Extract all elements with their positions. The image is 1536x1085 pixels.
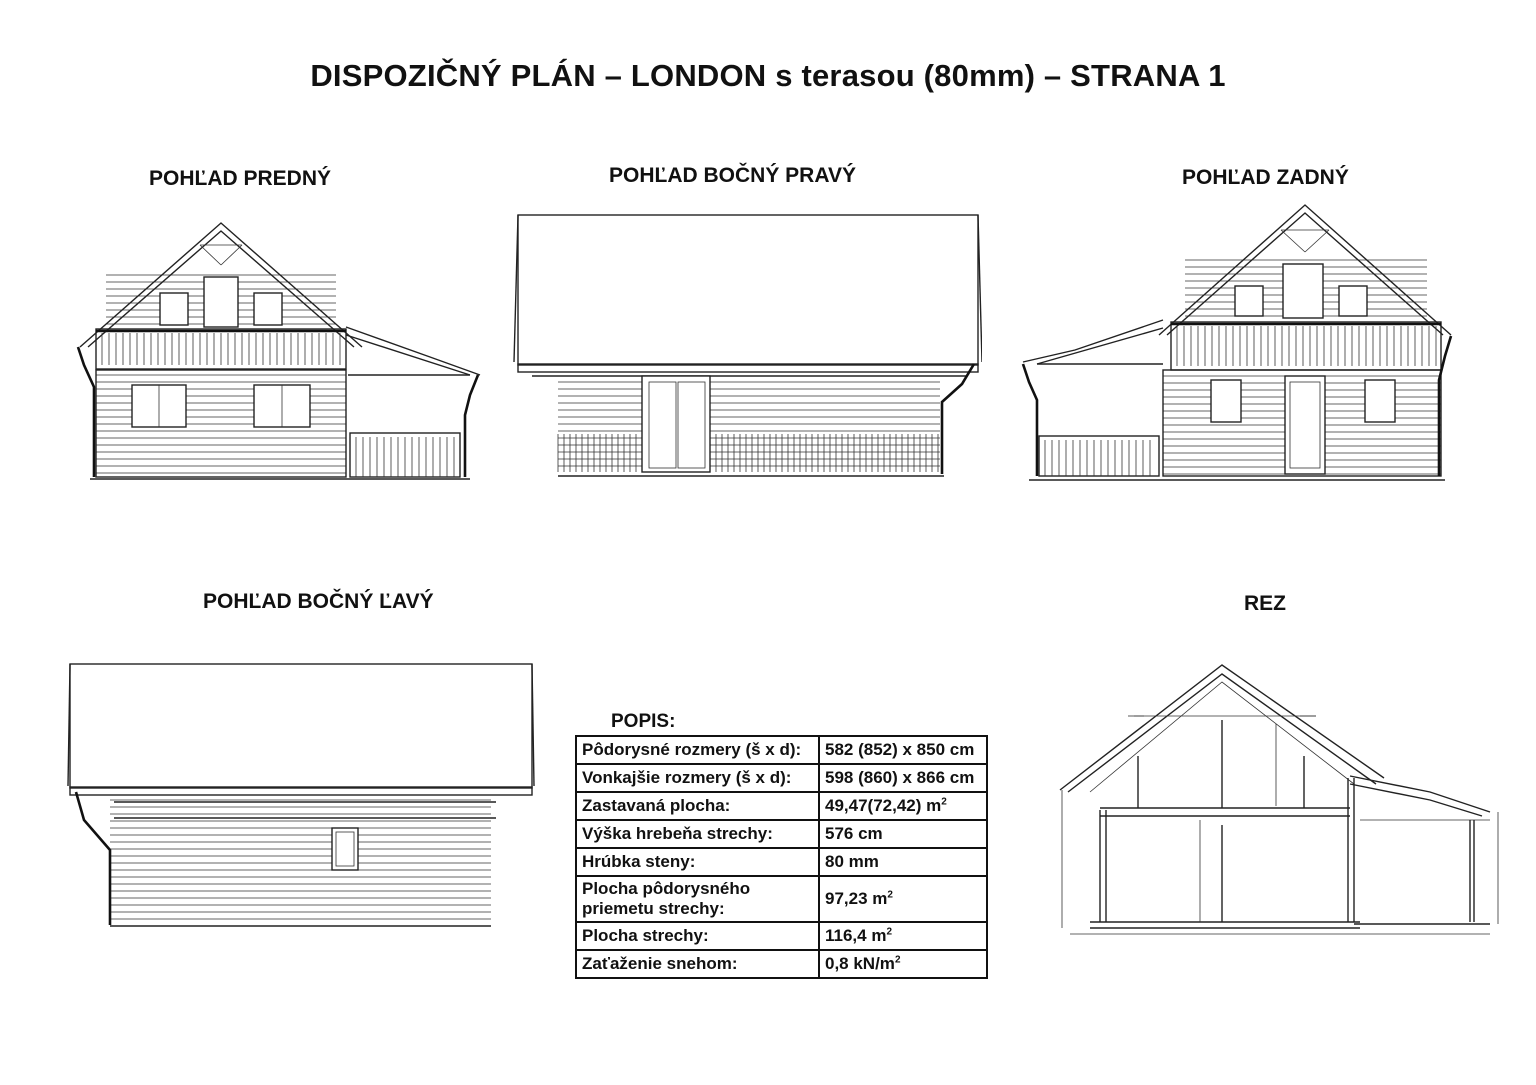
popis-key: Pôdorysné rozmery (š x d):: [576, 736, 819, 764]
popis-key: Zaťaženie snehom:: [576, 950, 819, 978]
popis-value: [819, 876, 987, 922]
popis-heading: POPIS:: [611, 711, 676, 732]
popis-value-text: 49,47(72,42) m: [825, 796, 942, 815]
popis-value-superscript: 2: [887, 889, 893, 901]
caption-back-view: POHĽAD ZADNÝ: [1182, 166, 1349, 189]
popis-key: Výška hrebeňa strechy:: [576, 820, 819, 848]
front-elevation-drawing: [70, 215, 490, 490]
popis-value-text: 97,23 m: [825, 889, 888, 908]
popis-value: [819, 764, 987, 792]
popis-value: [819, 922, 987, 950]
popis-row: [576, 950, 987, 978]
caption-section-view: REZ: [1244, 592, 1286, 615]
back-elevation-drawing: [1015, 200, 1465, 490]
page-title: DISPOZIČNÝ PLÁN – LONDON s terasou (80mm) – STRANA 1: [310, 58, 1226, 93]
popis-key: Vonkajšie rozmery (š x d):: [576, 764, 819, 792]
popis-value-text: 582 (852) x 850 cm: [825, 740, 975, 759]
popis-key: Zastavaná plocha:: [576, 792, 819, 820]
popis-value-text: 0,8 kN/m: [825, 954, 895, 973]
popis-value-superscript: 2: [894, 954, 901, 966]
popis-value: [819, 820, 987, 848]
popis-key: Hrúbka steny:: [576, 848, 819, 876]
popis-row: [576, 792, 987, 820]
popis-row: [576, 764, 987, 792]
section-drawing: [1050, 660, 1505, 945]
popis-value-text: 116,4 m: [825, 926, 887, 945]
popis-value-superscript: 2: [886, 926, 893, 938]
caption-right-side-view: POHĽAD BOČNÝ PRAVÝ: [609, 164, 856, 187]
caption-left-side-view: POHĽAD BOČNÝ ĽAVÝ: [203, 590, 434, 613]
right-elevation-drawing: [512, 212, 982, 482]
left-elevation-drawing: [66, 660, 538, 932]
popis-value: [819, 792, 987, 820]
popis-value-superscript: 2: [941, 796, 947, 808]
popis-row: [576, 848, 987, 876]
popis-row: [576, 922, 987, 950]
caption-front-view: POHĽAD PREDNÝ: [149, 167, 332, 190]
popis-key: Plocha strechy:: [576, 922, 819, 950]
popis-value: [819, 736, 987, 764]
popis-row: [576, 736, 987, 764]
popis-row: [576, 820, 987, 848]
popis-value: [819, 848, 987, 876]
popis-value-text: 80 mm: [825, 852, 879, 871]
popis-value: [819, 950, 987, 978]
popis-value-text: 598 (860) x 866 cm: [825, 768, 975, 787]
popis-row: [576, 876, 987, 922]
popis-value-text: 576 cm: [825, 824, 883, 843]
popis-key: Plocha pôdorysného priemetu strechy:: [576, 876, 819, 922]
popis-table: [575, 735, 988, 979]
